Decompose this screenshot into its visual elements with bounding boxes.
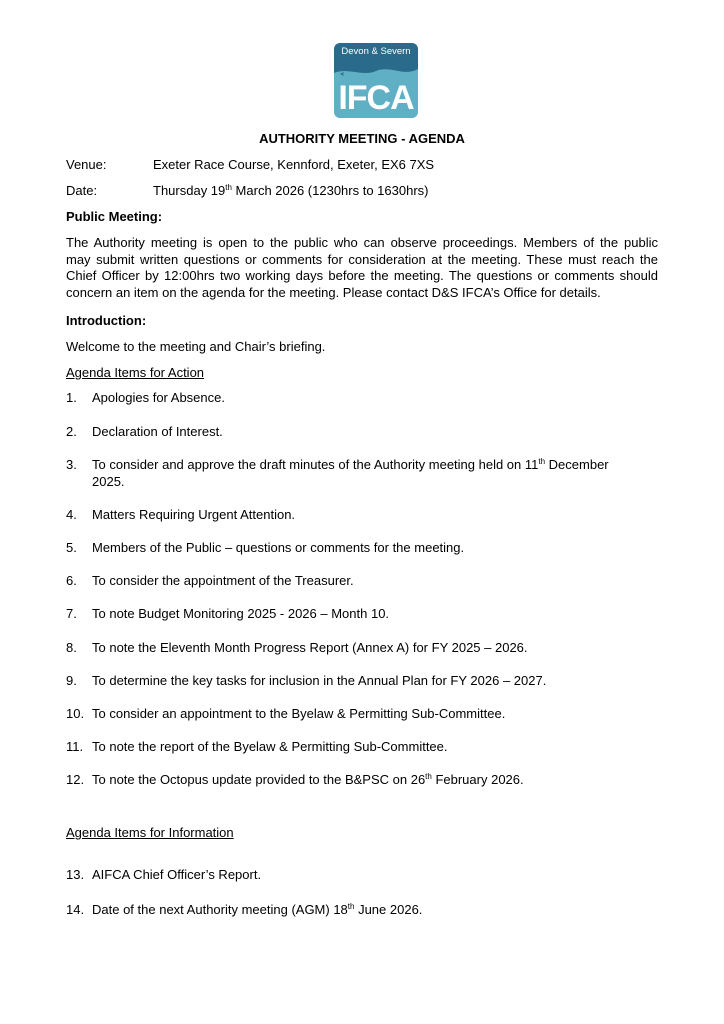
- introduction-text: Welcome to the meeting and Chair’s briefing.: [66, 339, 326, 354]
- list-item-number: 9.: [66, 673, 77, 688]
- list-item: To consider the appointment of the Treasurer.: [92, 573, 354, 588]
- public-meeting-line: may submit written questions or comments for consideration at the meeting. These must reach the: [66, 251, 658, 267]
- introduction-heading: Introduction:: [66, 313, 147, 328]
- list-item-number: 1.: [66, 390, 77, 405]
- logo-body: [334, 61, 418, 118]
- list-item: To consider and approve the draft minutes of the Authority meeting held on 11th December 2025.: [92, 457, 609, 489]
- list-item: Date of the next Authority meeting (AGM) 18th June 2026.: [92, 902, 423, 917]
- list-item-number: 14.: [66, 902, 85, 917]
- public-meeting-line: The Authority meeting is open to the public who can observe proceedings. Members of the public: [66, 235, 658, 250]
- list-item-number: 6.: [66, 573, 77, 588]
- list-item-number: 3.: [66, 457, 77, 472]
- list-item: AIFCA Chief Officer’s Report.: [92, 867, 262, 882]
- list-item: To determine the key tasks for inclusion in the Annual Plan for FY 2026 – 2027.: [92, 673, 547, 688]
- info-heading: Agenda Items for Information: [66, 825, 234, 840]
- list-item-number: 2.: [66, 424, 77, 439]
- list-item-number: 7.: [66, 606, 77, 621]
- list-item-number: 4.: [66, 507, 77, 522]
- date-value: Thursday 19th March 2026 (1230hrs to 1630hrs): [153, 183, 429, 198]
- list-item-number: 5.: [66, 540, 77, 555]
- public-meeting-text: [66, 235, 658, 301]
- venue-value: Exeter Race Course, Kennford, Exeter, EX6 7XS: [153, 157, 435, 172]
- list-item-number: 10.: [66, 706, 85, 721]
- date-label: Date:: [66, 183, 98, 198]
- action-heading: Agenda Items for Action: [66, 365, 205, 380]
- page-title: AUTHORITY MEETING - AGENDA: [259, 131, 465, 146]
- public-meeting-line: Chief Officer by 12:00hrs two working days before the meeting. The questions or comments should: [66, 268, 658, 283]
- list-item-number: 13.: [66, 867, 85, 882]
- list-item: Matters Requiring Urgent Attention.: [92, 507, 296, 522]
- list-item: Apologies for Absence.: [92, 390, 225, 405]
- venue-label: Venue:: [66, 157, 107, 172]
- list-item: To note Budget Monitoring 2025 - 2026 – Month 10.: [92, 606, 390, 621]
- list-item-number: 11.: [66, 739, 84, 754]
- list-item-number: 12.: [66, 772, 85, 787]
- list-item: Declaration of Interest.: [92, 424, 223, 439]
- list-item: Members of the Public – questions or comments for the meeting.: [92, 540, 465, 555]
- logo-top-text: Devon & Severn: [334, 43, 418, 61]
- list-item: To consider an appointment to the Byelaw & Permitting Sub-Committee.: [92, 706, 506, 721]
- list-item-number: 8.: [66, 640, 77, 655]
- list-item: To note the Octopus update provided to the B&PSC on 26th February 2026.: [92, 772, 524, 787]
- public-meeting-heading: Public Meeting:: [66, 209, 163, 224]
- logo-main-text: IFCA: [338, 79, 414, 117]
- list-item: To note the report of the Byelaw & Permitting Sub-Committee.: [92, 739, 448, 754]
- ifca-logo: [334, 43, 418, 118]
- public-meeting-line: concern an item on the agenda for the meeting. Please contact D&S IFCA’s Office for details.: [66, 284, 601, 300]
- list-item: To note the Eleventh Month Progress Report (Annex A) for FY 2025 – 2026.: [92, 640, 528, 655]
